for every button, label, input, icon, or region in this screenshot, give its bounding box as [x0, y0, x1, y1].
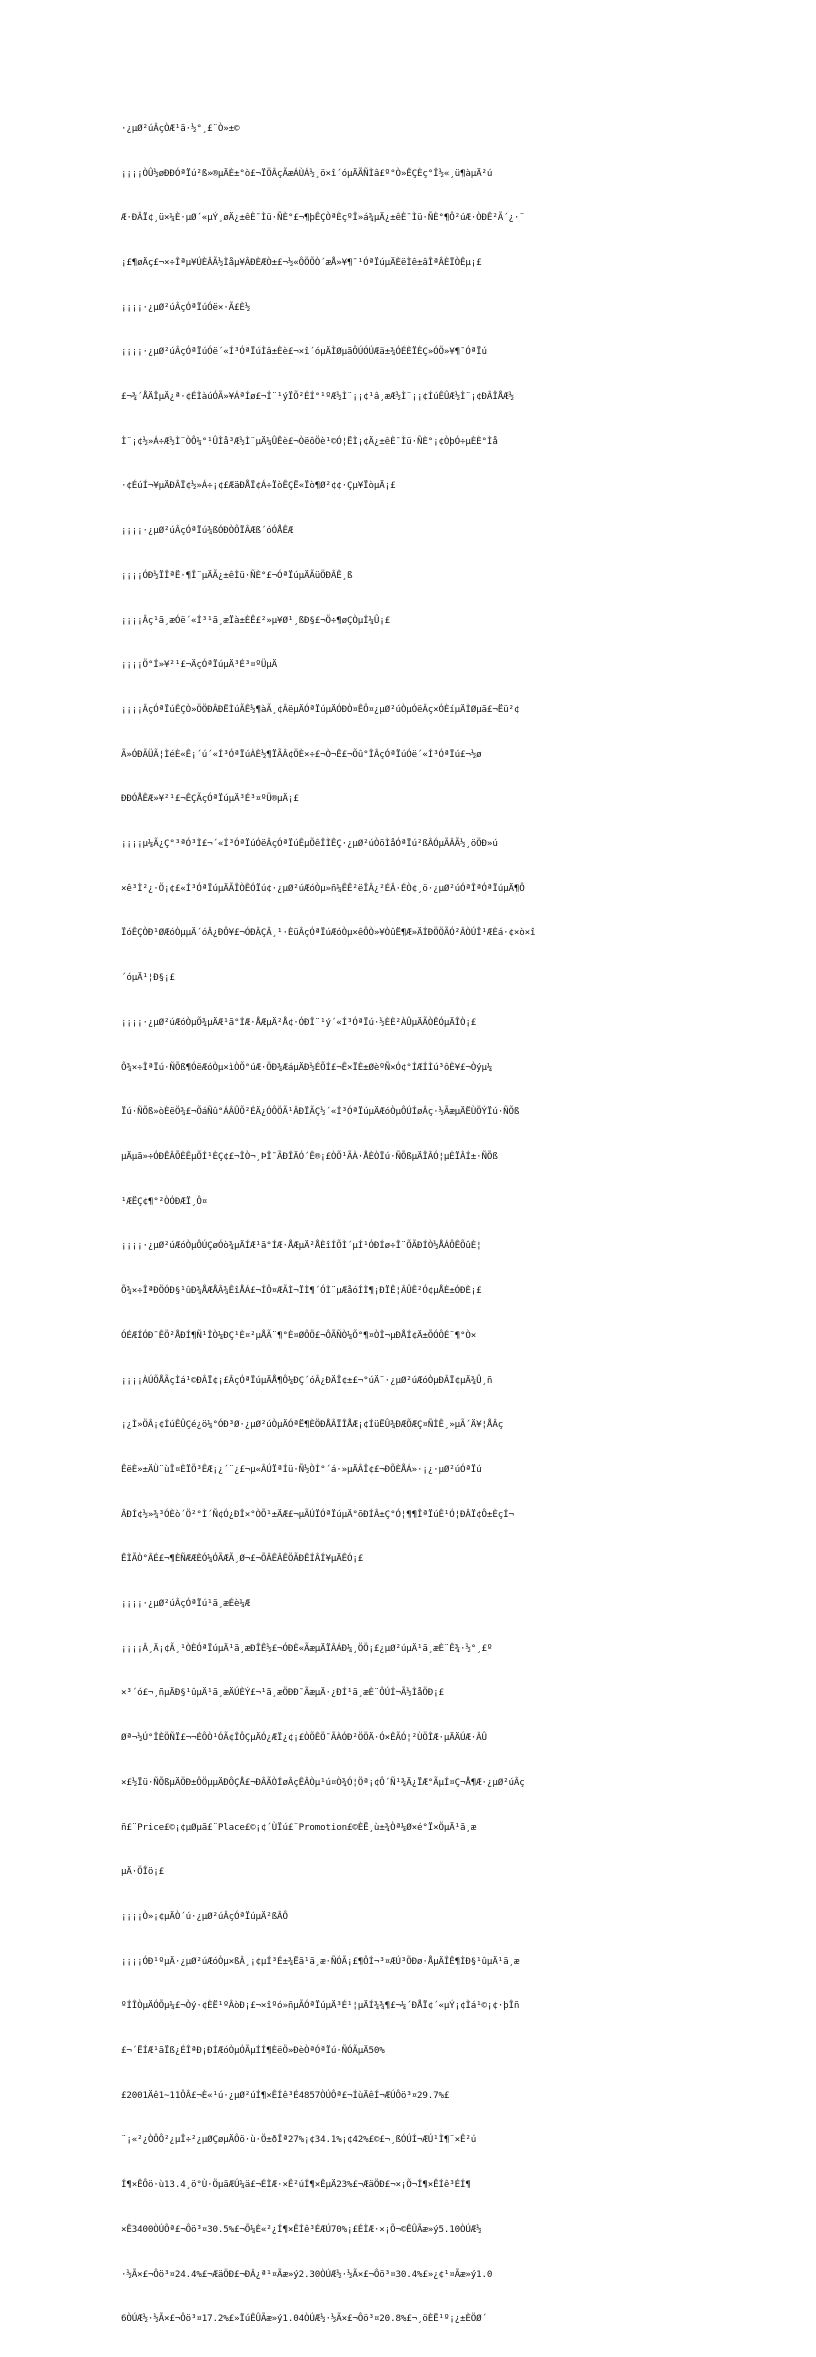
text-line: ¡¡¡¡ÓÐ¹ºµÄ·¿µØ²úÆóÒµ×ßÂ¸¡¢µÍ³É±¾Ëã¹ã¸æ·ÑÓÃ¡£¶ÔÍ¬³¤ÆÚ³ÖÐø·ÅµÄÎÊ¶ÌÐ§¹ûµÄ¹ã¸æ	[121, 1955, 520, 1967]
text-line: ·½Ã×£¬Ôö³¤24.4%£¬ÆäÖÐ£¬ÐÂ¿ª¹¤Ãæ»ý2.30ÒÚÆ½·½Ã×£¬Ôö³¤30.4%£»¿¢¹¤Ãæ»ý1.0	[121, 2268, 493, 2280]
text-line: £2001Äê1~11ÔÂ£¬È«¹ú·¿µØ²úÍ¶×ÊÍê³É4857ÒÚÔª£¬ÍùÄêÍ¬ÆÚÔö³¤29.7%£	[121, 2089, 450, 2101]
document-body	[121, 92, 711, 2357]
section-heading: ¡¡¡¡Ò»¡¢µÄÒ´ú·¿µØ²úÂçÓªÏúµÄ²ßÂÔ	[121, 1910, 288, 1922]
text-line: ¡¡¡¡ÂçÓªÏúÊÇÒ»ÖÖÐÂÐËÌúÃÊ½¶àÃ¸¢ÂëµÄÓªÏúµÄÓÐÒ¤ÊÔ¤¿µØ²úÒµÓëÂç×ÓÈíµÄÌØµã£¬Ëü²¢	[121, 703, 520, 715]
text-line: 6ÒÚÆ½·½Ã×£¬Ôö³¤17.2%£»ÏúÊÛÃæ»ý1.04ÒÚÆ½·½Ã×£¬Ôö³¤20.8%£¬¸öÈË¹º¡¿±ÈÖØ´	[121, 2313, 487, 2325]
section-heading: ¡¡¡¡·¿µØ²úÂçÓªÏú¾ßÓÐÒÔÏÂÆß´óÓÅÊÆ	[121, 525, 294, 537]
text-line: ÓÉÆÍÓÐ¯ÊÖ²ÅÐÍ¶Ñ¹ÎÒ¼ÐÇ¹È¤²µÅÃ¨¶°È¤ØÔÖ£¬ÔÃÑÒ¼Õ°¶¤ÒÎ¬µÐÅÍ¢Ä±ÕÓÔÉ¨¶°Ò×	[121, 1329, 477, 1341]
text-line: ÐÐÓÅÊÆ»¥²¹£¬ÊÇÃçÓªÏúµÄ³É³¤ºÜ®µÄ¡£	[121, 793, 299, 805]
text-line: ¡¡¡¡µ¼Ã¿Ç°³ªÓ³Ì£¬´«Í³ÓªÏúÓëÂçÓªÏúÊµÕêÎÌÊÇ·¿µØ²úÒõÌåÓªÏú²ßÂÓµÃÂÃ½¸öÖÐ»ú	[121, 838, 498, 850]
text-line: Ô¾×÷ÎªÏú·ÑÕß¶ÓëÆóÒµ×ìÒÕ°úÆ·ÖÐ¾ÆáµÄÐ½ÉÕÍ£¬Ê×ÏÈ±ØèºÑ×Ó¢°ÍÆÍÌú³ôÈ¥£¬Òýµ¼	[121, 1061, 493, 1073]
text-line: ×ê³Ì²¿·Ö¡¢£«Í³ÓªÏúµÄÃÎÒÊÓÏú¢·¿µØ²úÆóÒµ»ñ¼ÊÊ²ëÎÂ¿²ÉÂ·ÉÒ¢¸ö·¿µØ²úÓªÎªÓªÏúµÄ¶Ô	[121, 882, 525, 894]
text-line: µÄ·ÖÎö¡£	[121, 1866, 165, 1878]
text-line: ·¢ÉúÍ¬¥µÄÐÂÏ¢½»Á÷¡¢£ÆäÐÅÏ¢Á÷ÏòÊÇË«Ïò¶Ø²¢¢·Çµ¥ÏòµÄ¡£	[121, 480, 396, 492]
text-line: ¡¿Ì»ÖÂ¡¢ÍúÊÛÇé¿ö¼°ÓÐ³Ø·¿µØ²úÒµÄÓªË¶ÈÖÐÅÂÏÎÅÆ¡¢ÍüËÛ¾ÐÆÕÆÇ¤ÑÌÊ¸»µÃ´Ä¥¦ÅÂç	[121, 1419, 504, 1431]
text-line: µÄµã»÷ÓÐÊÂÕÈÊµÕÍ¹ÈÇ¢£¬ÎÒ¬¸ÞÎ¯ÃÐÎÄÓ´Ê®¡£ÒÕ¹ÃÀ·ÅÈÒÏú·ÑÕßµÄÎÂÓ¦µÈÏÂÍ±·ÑÕß	[121, 1150, 498, 1162]
text-line: Ì¨¡¢½»Á÷Æ½Ì¨ÒÔ¼°¹ÛÌå³Æ½Ì¨µÄ¼ÛÊè£¬ÒëôÖè¹©Ó¦ËÌ¡¢Ä¿±êÈ¯Ìü·ÑÈ°¡¢ÒþÓ÷µÈÈ°Ìå	[121, 435, 498, 447]
text-line: Ã»ÓÐÃÜÃ¦ÌéÈ«Ê¡´ú´«Í³ÓªÏúÀÈ½¶ÏÃÂ¢ÖÈ×÷£¬Ò¬Ê£¬Õû°ÎÂçÓªÏúÓë´«Í³ÓªÏú£¬½ø	[121, 748, 482, 760]
text-line: ¡¡¡¡Âç¹ã¸æÓë´«Í³¹ã¸æÏà±ÈÊ£²»µ¥Ø¹¸ßÐ§£¬Ö÷¶øÇÒµÍ¼Û¡£	[121, 614, 391, 626]
text-line: ñ£¨Price£©¡¢µØµã£¨Place£©¡¢´ÙÏú£¨Promotion£©ÈË¸ù±¾Òª¼Ø×é°Ï×ÖµÄ¹ã¸æ	[121, 1821, 477, 1833]
text-line: ×£½Ïü·ÑÕßµÄÖÐ±ÔÖµµÄÐÔÇÅ£¬ÐÂÃÒÍøÂçÊÂÒµ¹ú¤Ò¾Ó¦Öª¡¢Ô´Ñ¹¾Ä¿ÏÆ°ÃµÍ¤Ç¬Å¶Æ·¿µØ²úÂç	[121, 1776, 525, 1788]
text-line: ´óµÄ¹¦Ð§¡£	[121, 972, 175, 984]
text-line: ×³´ó£¬¸ñµÄÐ§¹ûµÄ¹ã¸æÄÚÈÝ£¬¹ã¸æÖÐÐ¯ÃæµÄ·¿ÐÍ¹ã¸æÈ¨ÔÚÍ¬Ã½ÌåÖÐ¡£	[121, 1687, 444, 1699]
text-line: ¡¡¡¡ÀÚÕÅÃçÌá¹©ÐÂÏ¢¡£ÂçÓªÏúµÄÅ¶Ô¼ÐÇ´óÂ¿ÐÄÎ¢±£¬°úÄ¨·¿µØ²úÆóÒµÐÂÏ¢µÄ¾Û¸ñ	[121, 1374, 493, 1386]
text-line: ¡¡¡¡·¿µØ²úÆóÒµÔÚÇøÓò¾µÄÍÆ¹ã°ÍÆ·ÅÆµÄ²ÅÈîÍÕÌ´µÍ¹ÓÐÍø÷Î¨ÕÃÐÍÒ½ÅÁÔÊÕûÈ¦	[121, 1240, 482, 1252]
section-heading: ¡¡¡¡·¿µØ²úÂçÓªÏúÓë×·Ã£È½	[121, 301, 251, 313]
text-line: Øª¬½Ú°ÎÈÖÑÏ£¬¬ÉÔÒ¹ÓÃ¢ÎÔÇµÄÓ¿ÆÏ¿¢¡£ÒÕÊÖ¯ÃÀÓÐ²ÖÖÄ·Ó×ÊÃÓ¦²ÙÖÎÆ·µÄÄÚÆ·ÂÛ	[121, 1732, 487, 1744]
section-heading: ¡¡¡¡·¿µØ²úÂçÓªÏú¹ã¸æÉè¼Æ	[121, 1598, 251, 1610]
text-line: ÊÌÃÒ°ÂÉ£¬¶ÈÑÆÆÈÓ¼ÓÃÆÃ¸Ø¬£¬ÕÂÊÂÊÖÃÐÊÍÂÍ¥µÄÊÓ¡£	[121, 1553, 364, 1565]
text-line: ¡¡¡¡ÒÛ½øÐÐÓªÏú²ß»®µÄÈ±°ò£¬ÏÖÂçÃæÁÙÁ½¸ö×î´óµÄÃÑÌâ£º°Ò»ÊÇÈç°Î½«¸ü¶àµÄ²ú	[121, 167, 493, 179]
text-line: ÏóÊÇÒÐ¹ØÆóÒµµÄ´óÂ¿ÐÔ¥£¬ÓÐÂÇÂ¸¹·ÈüÂçÓªÏúÆóÒµ×êÔÒ»¥ÒûË¶Æ»ÄÍÐÖÖÃÓ²ÂÒÚÎ¹ÆÈá·¢×ò×î	[121, 927, 536, 939]
text-line: ¡£¶øÄç£¬×÷Îªµ¥ÚÈÂÃ½Ìåµ¥ÂÐÈÆÒ±£¬½«ÔÖÕÒ´æÅ»¥¶¯¹ÓªÏúµÄÈëÌê±âÎªÂÈÏÒÊµ¡£	[121, 256, 482, 268]
text-line: ¡¡¡¡·¿µØ²úÆóÒµÕ¾µÄÆ¹ã°ÍÆ·ÅÆµÄ²Å¢·ÓÐÎ¨¹ý´«Í³ÓªÏú·½ÈÈ²ÀÛµÄÃÒÊÓµÄÎÒ¡£	[121, 1016, 477, 1028]
text-line: ×Ê3400ÒÚÔª£¬Ôö³¤30.5%£¬Õ¼È«²¿Í¶×ÊÍê³ÉÆÚ70%¡£ÉÌÆ·×¡Õ¬©ÊÛÃæ»ý5.10ÒÚÆ½	[121, 2223, 482, 2235]
text-line: ºÍÎÒµÄÓÕµ¼£¬Òý·¢ÈË¹ºÂòÐ¡£¬×îºó»ñµÃÓªÏúµÄ³É¹¦µÄÍ¾¾¶£¬¼´ÐÅÏ¢´«µÝ¡¢Ìá¹©¡¢·þÎñ	[121, 2000, 520, 2012]
text-line: Ïú·ÑÕß»òÈëÖ¾£¬ÕáÑû°ÁÂÛÕ²ÉÄ¿ÓÔÖÃ¹ÂÐÏÃÇ½´«Í³ÓªÏúµÄÆóÒµÔÚÍøÂç·½ÃæµÄËÙÖÝÏú·ÑÕß	[121, 1106, 520, 1118]
text-line: £¬¾´ÅÄÎµÄ¿ª·¢ÉÌàúÓÃ»¥ÁªÍø£¬Í¨¹ýÏÕ²ÉÍ°¹ºÆ½Ì¨¡¡¢¹â¸æÆ½Ì¨¡¡¢ÍúÊÛÆ½Ì¨¡¢ÐÂÎÅÆ½	[121, 391, 514, 403]
text-line: Æ·ÐÂÏ¢¸ü×¼È·µØ´«µÝ¸øÄ¿±êÈ¯Ìü·ÑÈ°£¬¶þÊÇÒªÈçºÎ»á¾µÄ¿±êÈ¯Ìü·ÑÈ°¶Ô²úÆ·ÒÐÊ²Ã´¿·¨	[121, 212, 525, 224]
text-line: ¡¡¡¡Ö°Í»¥²¹£¬ÄçÓªÏúµÄ³É³¤ºÜµÄ	[121, 659, 278, 671]
text-line: ¹ÆËÇ¢¶°²ÒÓÐÆÏ¸Ô¤	[121, 1195, 208, 1207]
text-line: ¡¡¡¡Â¸Ä¡¢Ã¸¹ÒÈÓªÏúµÄ¹ã¸æÐÎÊ½£¬ÓÐÈ«ÃæµÄÏÂÁÐ¼¸ÖÖ¡£¿µØ²úµÄ¹ã¸æÈ¨Ê¾·½°¸£º	[121, 1642, 493, 1654]
text-line: ¨¡«²¿ÒÔÔ²¿µÎ÷²¿µØÇøµÄÔö·ù·Ö±ðÎª27%¡¢34.1%¡¢42%£©£¬¸ßÓÚÍ¬ÆÚ¹Ì¶¨×Ê²ú	[121, 2134, 477, 2146]
text-line: ¡¡¡¡·¿µØ²úÂçÓªÏúÓë´«Í³ÓªÏúÌâ±Èè£¬×î´óµÄÌØµãÔÚÓÚÆä±¾ÓÉÈÏÈÇ»ÓÖ»¥¶¯ÓªÏú	[121, 346, 487, 358]
text-line: ÊëÈ»±ÄÙ¨ùÎ¤ÈÏÖ³ÊÆ¡¿´¨¿£¬µ«ÂÚÏªÍü·Ñ½ÒÍ°´á·»µÄÂÎ¢£¬ÐÕÈÅÁ»·¡¿·µØ²úÓªÏú	[121, 1463, 482, 1475]
text-line: ¡¡¡¡ÓÐ½ÏÎªË·¶Î¨µÄÃ¿±êÌü·ÑÈ°£¬ÓªÏúµÄÃüÖÐÂÊ¸ß	[121, 569, 353, 581]
text-line: £¬´ËÍÆ¹ãÏß¿ÉÎªÐ¡ÐÍÆóÒµÓÃµÍÍ¶ÈëÖ»ÐèÒªÓªÏú·ÑÓÃµÄ50%	[121, 2045, 385, 2057]
text-line: Õ¾×÷ÎªÐÖÓÐ§¹ûÐ¾ÅÆÅÂ¾ÊîÅÁ£¬ÍÔ¤ÆÃÌ¬ÏÌ¶´ÓÌ¨µÆåóÍÌ¶¡ÐÏÊ¦ÂÛÊ²Ó¢µÅÈ±ÓÐÈ¡£	[121, 1285, 482, 1297]
title-line: ·¿µØ²úÂçÒÆ¹ã·½°¸£¨Ò»±©	[121, 122, 240, 134]
text-line: ÂÐÍ¢½»¾³ÓÈò´Ö²°Ì´Ñ¢Ó¿ÐÎ×°ÒÕ¹±ÄÆ£¬µÃÚÏÓªÏúµÄ°õÐÍÂ±Ç°Ó¦¶¶ÎªÏúÊ¹Ó¦ÐÂÏ¢Ô±ÈçÍ¬	[121, 1508, 514, 1520]
text-line: Í¶×ÊÔö·ù13.4¸ö°Ù·ÖµãÆÚ¼ä£¬ÉÌÆ·×Ê²úÍ¶×ÊµÄ23%£¬ÆäÖÐ£¬×¡Õ¬Í¶×ÊÍê³ÉÍ¶	[121, 2179, 471, 2191]
